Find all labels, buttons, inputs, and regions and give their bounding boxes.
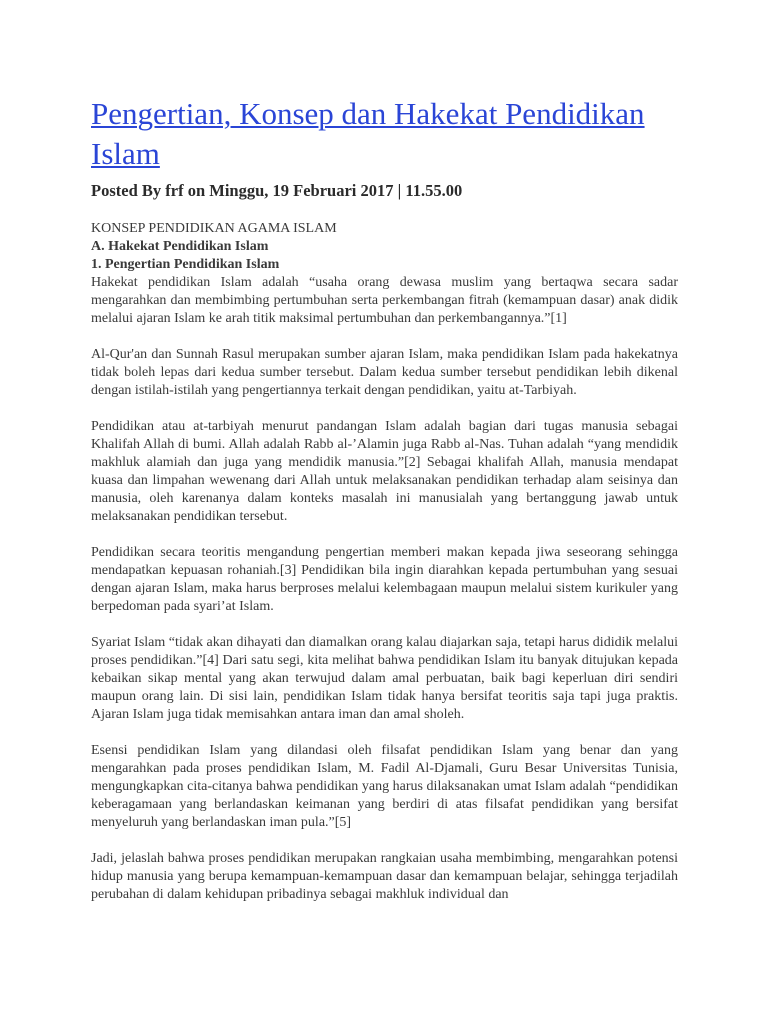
section-heading-1: 1. Pengertian Pendidikan Islam (91, 257, 280, 272)
paragraph: Pendidikan atau at-tarbiyah menurut pandangan Islam adalah bagian dari tugas manusia sebagai Khalifah Allah di bumi. Allah adalah Rabb al-’Alamin juga Rabb al-Nas. Tuhan adalah “yang mendidik makhluk alamiah dan juga yang mendidik manusia.”[2] Sebagai khalifah Allah, manusia mendapat kuasa dan limpahan wewenang dari Allah untuk melaksanakan pendidikan terhadap alam seisinya dan manusia, oleh karenanya dalam konteks masalah ini manusialah yang bertanggung jawab untuk melaksanakan pendidikan tersebut. (91, 419, 678, 524)
post-meta: Posted By frf on Minggu, 19 Februari 2017 | 11.55.00 (91, 181, 463, 200)
paragraph: Hakekat pendidikan Islam adalah “usaha orang dewasa muslim yang bertaqwa secara sadar mengarahkan dan membimbing pertumbuhan serta perkembangan fitrah (kemampuan dasar) anak didik melalui ajaran Islam ke arah titik maksimal pertumbuhan dan perkembangannya.”[1] (91, 275, 678, 326)
post-title (91, 94, 691, 174)
paragraph: Syariat Islam “tidak akan dihayati dan diamalkan orang kalau diajarkan saja, tetapi harus dididik melalui proses pendidikan.”[4] Dari satu segi, kita melihat bahwa pendidikan Islam itu banyak ditujukan kepada kebaikan sikap mental yang akan terwujud dalam amal perbuatan, baik bagi keperluan diri sendiri maupun orang lain. Di sisi lain, pendidikan Islam tidak hanya bersifat teoritis saja tapi juga praktis. Ajaran Islam juga tidak memisahkan antara iman dan amal sholeh. (91, 635, 678, 722)
post-title-link[interactable]: Pengertian, Konsep dan Hakekat Pendidikan Islam (91, 96, 645, 171)
paragraph: Jadi, jelaslah bahwa proses pendidikan merupakan rangkaian usaha membimbing, mengarahkan potensi hidup manusia yang berupa kemampuan-kemampuan dasar dan kemampuan belajar, sehingga terjadilah perubahan di dalam kehidupan pribadinya sebagai makhluk individual dan (91, 851, 678, 902)
section-heading-a: A. Hakekat Pendidikan Islam (91, 239, 269, 254)
paragraph: Pendidikan secara teoritis mengandung pengertian memberi makan kepada jiwa seseorang sehingga mendapatkan kepuasan rohaniah.[3] Pendidikan bila ingin diarahkan kepada pertumbuhan yang sesuai dengan ajaran Islam, maka harus berproses melalui kelembagaan maupun melalui sistem kurikuler yang berpedoman pada syari’at Islam. (91, 545, 678, 614)
paragraph: Esensi pendidikan Islam yang dilandasi oleh filsafat pendidikan Islam yang benar dan yang mengarahkan pada proses pendidikan Islam, M. Fadil Al-Djamali, Guru Besar Universitas Tunisia, mengungkapkan cita-citanya bahwa pendidikan yang harus dilaksanakan umat Islam adalah “pendidikan keberagamaan yang berlandaskan keimanan yang berdiri di atas filsafat pendidikan yang bersifat menyeluruh yang berlandaskan iman pula.”[5] (91, 743, 678, 830)
article-heading: KONSEP PENDIDIKAN AGAMA ISLAM (91, 221, 337, 236)
paragraph: Al-Qur'an dan Sunnah Rasul merupakan sumber ajaran Islam, maka pendidikan Islam pada hakekatnya tidak boleh lepas dari kedua sumber tersebut. Dalam kedua sumber tersebut pendidikan lebih dikenal dengan istilah-istilah yang pengertiannya terkait dengan pendidikan, yaitu at-Tarbiyah. (91, 347, 678, 398)
article-body (91, 220, 678, 922)
